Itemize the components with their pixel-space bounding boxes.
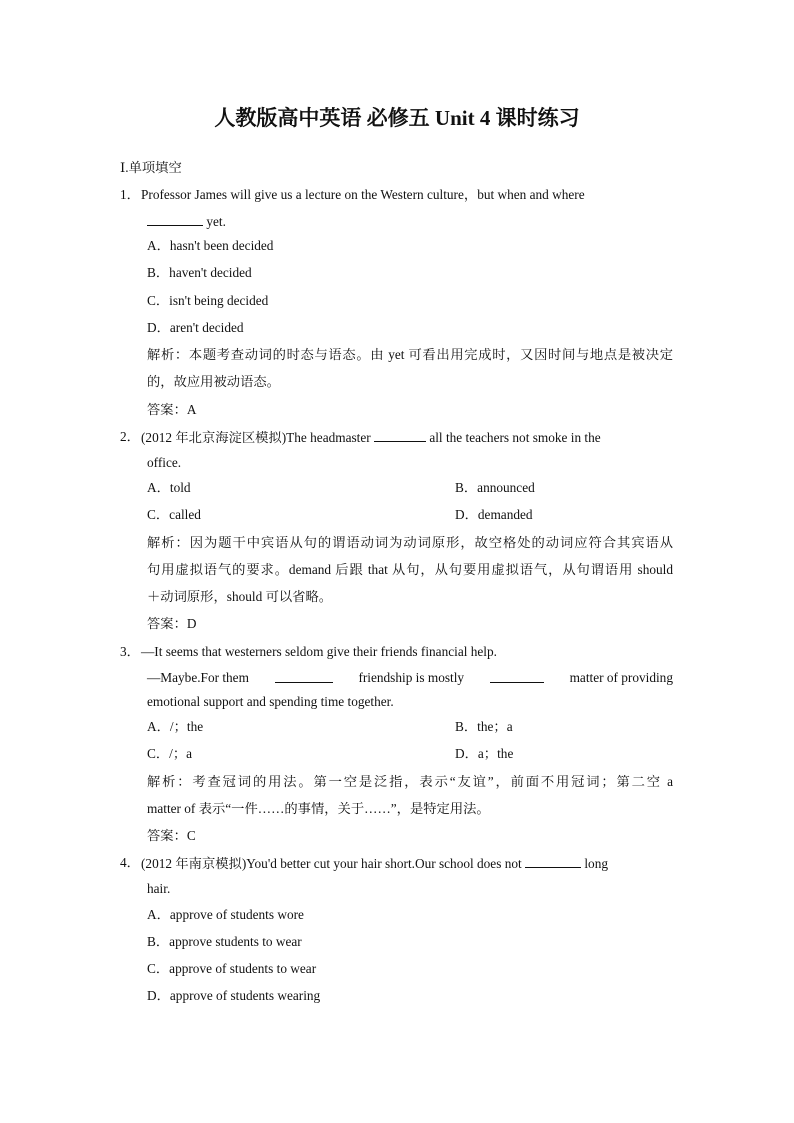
analysis: 句用虚拟语气的要求。demand 后跟 that 从句，从句要用虚拟语气，从句谓语用 should bbox=[147, 562, 673, 577]
option-d: D．a；the bbox=[455, 746, 514, 761]
option-a: A．hasn't been decided bbox=[147, 238, 274, 253]
answer: 答案：D bbox=[147, 616, 197, 631]
answer-blank bbox=[147, 212, 203, 226]
option-d: D．aren't decided bbox=[147, 320, 244, 335]
option-c: C．called bbox=[147, 507, 201, 522]
analysis: ＋动词原形，should 可以省略。 bbox=[147, 589, 333, 604]
question-stem: emotional support and spending time together. bbox=[147, 694, 394, 709]
option-b: B．approve students to wear bbox=[147, 934, 302, 949]
question-number: 1． bbox=[120, 187, 140, 202]
answer-blank bbox=[374, 428, 426, 442]
option-b: B．the；a bbox=[455, 719, 513, 734]
question-stem: (2012 年北京海淀区模拟)The headmaster all the teachers not smoke in the bbox=[141, 430, 601, 445]
option-a: A．told bbox=[147, 480, 191, 495]
option-d: D．approve of students wearing bbox=[147, 988, 321, 1003]
question-stem: (2012 年南京模拟)You'd better cut your hair short.Our school does not long bbox=[141, 856, 608, 871]
answer-blank bbox=[275, 669, 333, 683]
question-number: 4． bbox=[120, 855, 140, 870]
analysis: 解析：考查冠词的用法。第一空是泛指，表示“友谊”，前面不用冠词；第二空 a bbox=[147, 774, 673, 789]
option-a: A．/；the bbox=[147, 719, 204, 734]
answer-blank bbox=[490, 669, 544, 683]
analysis: matter of 表示“一件……的事情，关于……”，是特定用法。 bbox=[147, 801, 490, 816]
option-a: A．approve of students wore bbox=[147, 907, 304, 922]
question-stem: office. bbox=[147, 455, 182, 470]
option-c: C．/；a bbox=[147, 746, 193, 761]
question-stem: hair. bbox=[147, 881, 171, 896]
option-c: C．approve of students to wear bbox=[147, 961, 317, 976]
analysis: 解析：因为题干中宾语从句的谓语动词为动词原形，故空格处的动词应符合其宾语从 bbox=[147, 535, 673, 550]
section-heading: Ⅰ.单项填空 bbox=[120, 160, 182, 175]
question-number: 2． bbox=[120, 429, 140, 444]
question-stem: Professor James will give us a lecture on the Western culture，but when and where bbox=[141, 187, 585, 202]
question-number: 3． bbox=[120, 644, 140, 659]
answer: 答案：C bbox=[147, 828, 196, 843]
question-stem: —It seems that westerners seldom give their friends financial help. bbox=[141, 644, 497, 659]
option-b: B．announced bbox=[455, 480, 535, 495]
analysis: 解析：本题考查动词的时态与语态。由 yet 可看出用完成时，又因时间与地点是被决定 bbox=[147, 347, 673, 362]
analysis: 的，故应用被动语态。 bbox=[147, 374, 280, 389]
option-d: D．demanded bbox=[455, 507, 533, 522]
document-title: 人教版高中英语 必修五 Unit 4 课时练习 bbox=[214, 106, 580, 130]
answer-blank bbox=[525, 854, 581, 868]
answer: 答案：A bbox=[147, 402, 197, 417]
option-b: B．haven't decided bbox=[147, 265, 252, 280]
option-c: C．isn't being decided bbox=[147, 293, 269, 308]
question-stem: —Maybe.For them friendship is mostly matter of providing bbox=[147, 670, 673, 685]
question-stem: yet. bbox=[147, 212, 226, 231]
